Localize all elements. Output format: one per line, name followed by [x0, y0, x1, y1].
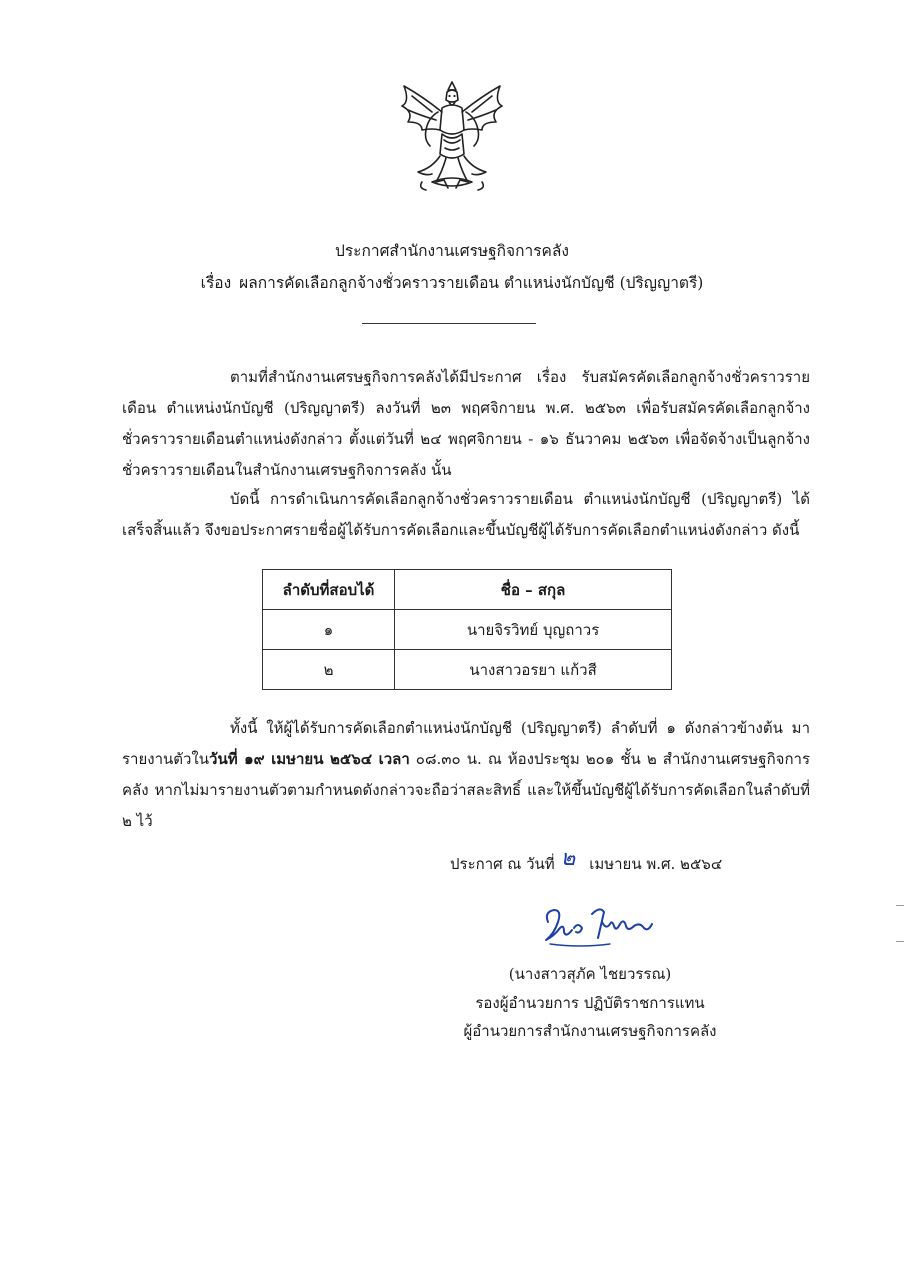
row-rank: ๑	[263, 610, 395, 650]
header-name: ชื่อ – สกุล	[395, 570, 672, 610]
header-rank: ลำดับที่สอบได้	[263, 570, 395, 610]
body-paragraph-1: ตามที่สำนักงานเศรษฐกิจการคลังได้มีประกาศ เรื่อง รับสมัครคัดเลือกลูกจ้างชั่วคราวรายเดือน ตำแหน่งนักบัญชี (ปริญญาตรี) ลงวันที่ ๒๓ พฤศจิกายน พ.ศ. ๒๕๖๓ เพื่อรับสมัครคัดเลือกลูกจ้างชั่วคราวรายเดือนตำแหน่งดังกล่าว ตั้งแต่วันที่ ๒๔ พฤศจิกายน - ๑๖ ธันวาคม ๒๕๖๓ เพื่อจัดจ้างเป็นลูกจ้างชั่วคราวรายเดือนในสำนักงานเศรษฐกิจการคลัง นั้น	[122, 368, 810, 479]
title-divider	[362, 323, 536, 324]
signer-position-1: รองผู้อำนวยการ ปฏิบัติราชการแทน	[475, 994, 705, 1012]
paragraph-3-before: ทั้งนี้ ให้ผู้ได้รับการคัดเลือกตำแหน่งนักบัญชี (ปริญญาตรี) ลำดับที่ ๑ ดังกล่าวข้างต้น มารายงานตัวใน	[122, 719, 810, 768]
announcement-dateline	[450, 846, 723, 875]
row-rank: ๒	[263, 650, 395, 690]
dateline-rest: เมษายน พ.ศ. ๒๕๖๔	[589, 855, 723, 873]
body-paragraph-3	[122, 713, 810, 837]
results-table	[262, 569, 672, 690]
table-row	[263, 650, 672, 690]
scan-edge-mark	[896, 941, 904, 942]
row-name: นางสาวอรยา แก้วสี	[395, 650, 672, 690]
subject-text: ผลการคัดเลือกลูกจ้างชั่วคราวรายเดือน ตำแหน่งนักบัญชี (ปริญญาตรี)	[239, 274, 704, 292]
scan-edge-mark	[896, 905, 904, 906]
dateline-prefix: ประกาศ ณ วันที่	[450, 855, 555, 873]
subject-label: เรื่อง	[200, 274, 232, 292]
signer-position-2: ผู้อำนวยการสำนักงานเศรษฐกิจการคลัง	[463, 1022, 717, 1040]
garuda-emblem-icon	[392, 78, 512, 196]
handwritten-signature	[540, 900, 656, 954]
signer-name: (นางสาวสุภัค ไชยวรรณ)	[508, 965, 672, 983]
table-row	[263, 610, 672, 650]
announcement-title: ประกาศสำนักงานเศรษฐกิจการคลัง	[335, 242, 569, 260]
paragraph-3-after: ๐๘.๓๐ น. ณ ห้องประชุม ๒๐๑ ชั้น ๒ สำนักงานเศรษฐกิจการคลัง หากไม่มารายงานตัวตามกำหนดดังกล่าวจะถือว่าสละสิทธิ์ และให้ขึ้นบัญชีผู้ได้รับการคัดเลือกในลำดับที่ ๒ ไว้	[122, 750, 811, 830]
row-name: นายจิรวิทย์ บุญถาวร	[395, 610, 672, 650]
dateline-day: ๒	[560, 846, 576, 871]
body-paragraph-2: บัดนี้ การดำเนินการคัดเลือกลูกจ้างชั่วคราวรายเดือน ตำแหน่งนักบัญชี (ปริญญาตรี) ได้เสร็จสิ้นแล้ว จึงขอประกาศรายชื่อผู้ได้รับการคัดเลือกและขึ้นบัญชีผู้ได้รับการคัดเลือกตำแหน่งดังกล่าว ดังนี้	[122, 490, 810, 539]
table-header-row	[263, 570, 672, 610]
announcement-subject	[0, 272, 904, 294]
paragraph-3-bold: วันที่ ๑๙ เมษายน ๒๕๖๔ เวลา	[209, 750, 410, 768]
